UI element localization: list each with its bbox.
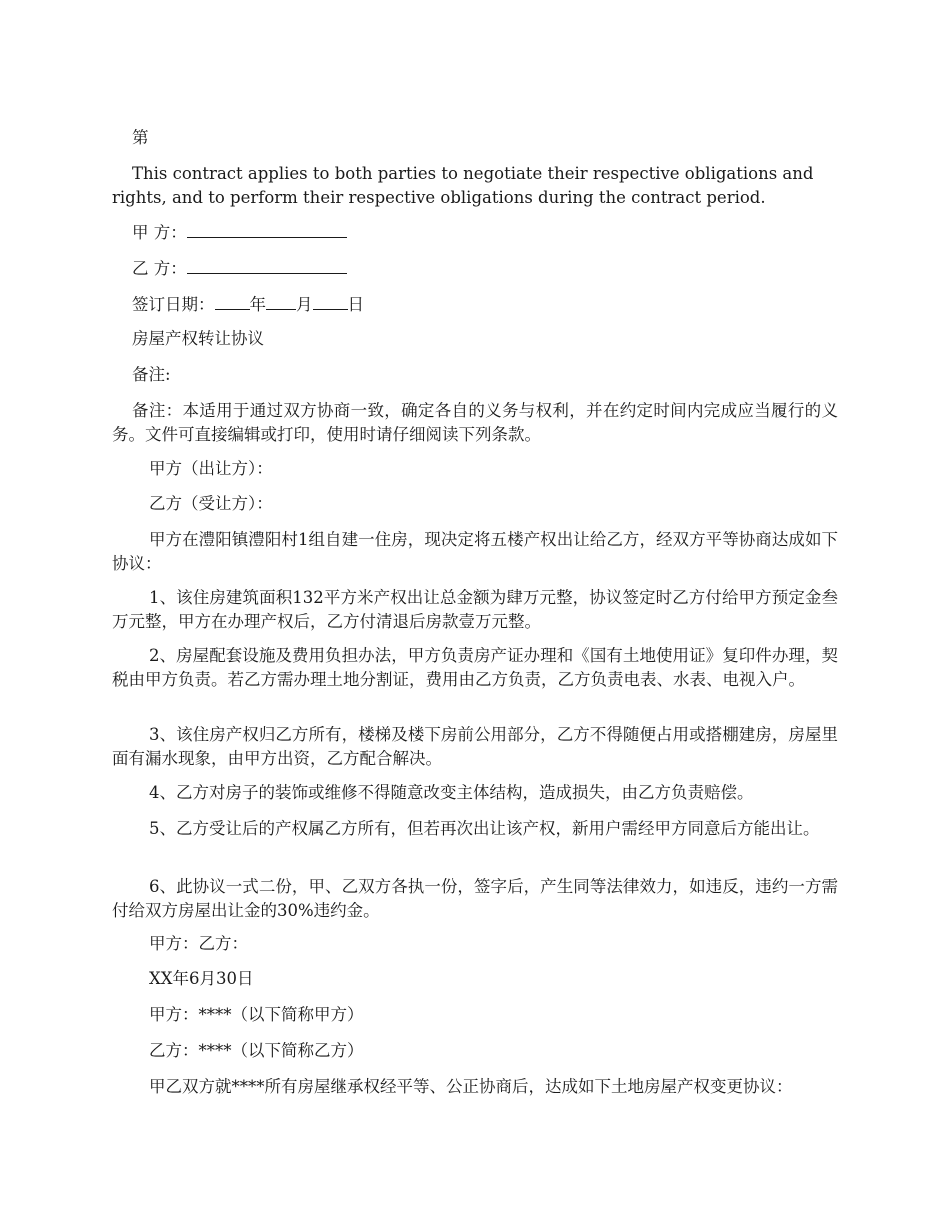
day-blank — [313, 292, 348, 310]
clause-6: 6、此协议一式二份，甲、乙双方各执一份，签字后，产生同等法律效力，如违反，违约一方需付给双方房屋出让金的30%违约金。 — [112, 877, 838, 920]
note-paragraph: 备注：本适用于通过双方协商一致，确定各自的义务与权利，并在约定时间内完成应当履行的义务。文件可直接编辑或打印，使用时请仔细阅读下列条款。 — [112, 401, 838, 444]
party-a-line — [112, 220, 838, 245]
day-label: 日 — [347, 295, 364, 314]
clause-2: 2、房屋配套设施及费用负担办法，甲方负责房产证办理和《国有土地使用证》复印件办理，契税由甲方负责。若乙方需办理土地分割证，费用由乙方负责，乙方负责电表、水表、电视入户。 — [112, 646, 838, 689]
sign-date-label: 签订日期： — [132, 295, 215, 314]
doc-title: 房屋产权转让协议 — [132, 329, 264, 348]
agreement-preamble: 甲方在澧阳镇澧阳村1组自建一住房，现决定将五楼产权出让给乙方，经双方平等协商达成如下协议： — [112, 530, 838, 573]
clause-1: 1、该住房建筑面积132平方米产权出让总金额为肆万元整，协议签定时乙方付给甲方预定金叁万元整，甲方在办理产权后，乙方付清退后房款壹万元整。 — [112, 588, 838, 631]
clause-4: 4、乙方对房子的装饰或维修不得随意改变主体结构，造成损失，由乙方负责赔偿。 — [149, 783, 754, 802]
sign-date-line — [112, 292, 838, 317]
year-blank — [215, 292, 250, 310]
party-a-label: 甲 方： — [132, 223, 187, 242]
note-heading: 备注: — [132, 365, 171, 384]
party-b-blank — [187, 256, 347, 274]
party-b-definition: 乙方：****（以下简称乙方） — [149, 1041, 364, 1060]
inheritance-preamble: 甲乙双方就****所有房屋继承权经平等、公正协商后，达成如下土地房屋产权变更协议： — [149, 1077, 793, 1096]
heading-fragment: 第 — [132, 128, 149, 147]
month-blank — [266, 292, 296, 310]
year-label: 年 — [249, 295, 266, 314]
party-b-line — [112, 256, 838, 281]
party-a-blank — [187, 220, 347, 238]
intro-english: This contract applies to both parties to negotiate their respective obligations and rights, and to perform their respective obligations during the contract period. — [112, 164, 814, 207]
party-b-label: 乙 方： — [132, 259, 187, 278]
signing-date: XX年6月30日 — [149, 969, 254, 988]
party-b-transferee: 乙方（受让方）： — [149, 494, 273, 513]
clause-5: 5、乙方受让后的产权属乙方所有，但若再次出让该产权，新用户需经甲方同意后方能出让。 — [149, 819, 820, 838]
month-label: 月 — [296, 295, 313, 314]
signature-line: 甲方：乙方： — [149, 934, 248, 953]
clause-3: 3、该住房产权归乙方所有，楼梯及楼下房前公用部分，乙方不得随便占用或搭棚建房，房屋里面有漏水现象，由甲方出资，乙方配合解决。 — [112, 725, 838, 768]
party-a-definition: 甲方：****（以下简称甲方） — [149, 1005, 364, 1024]
party-a-transferor: 甲方（出让方）： — [149, 459, 273, 478]
